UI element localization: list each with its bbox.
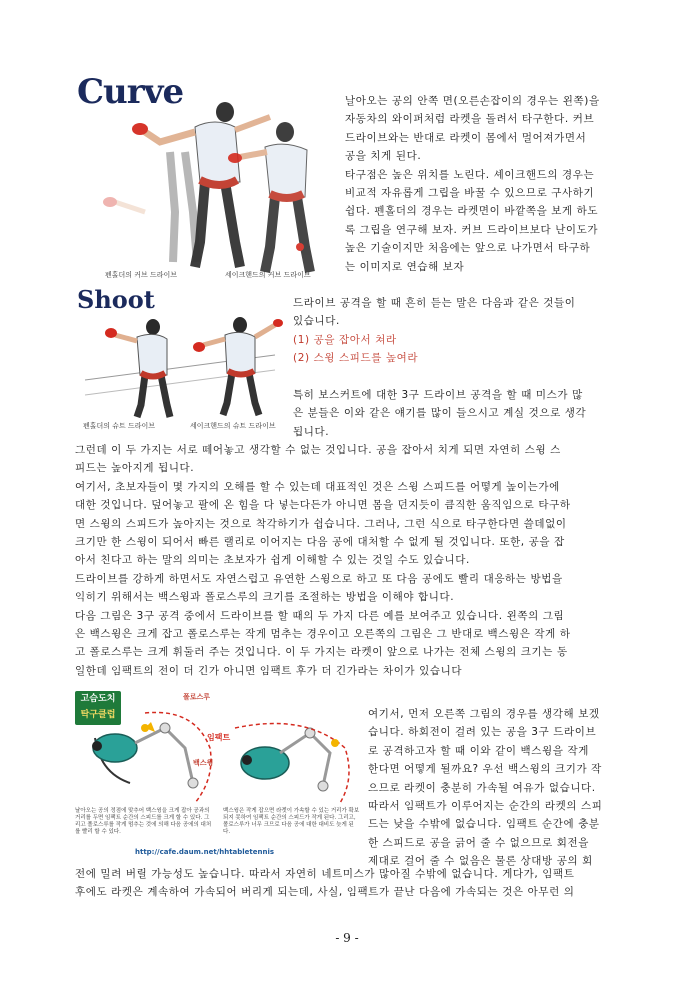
- text-line: 습니다. 하회전이 걸려 있는 공을 3구 드라이브: [368, 726, 597, 739]
- text-line: 제대로 걸어 줄 수 없음은 물론 상대방 공의 회: [368, 855, 593, 868]
- curve-title: Curve: [77, 72, 184, 112]
- text-line: 날아오는 공의 안쪽 면(오른손잡이의 경우는 왼쪽)을: [345, 95, 600, 107]
- text-line: 고 폴로스루는 크게 휘둘러 주는 것입니다. 이 두 가지는 라켓이 앞으로 나가는 전체 스윙의 크기는 동: [75, 646, 568, 659]
- label-impact: 임팩트: [207, 733, 231, 742]
- text-line: 후에도 라켓은 계속하여 가속되어 버리게 되는데, 사실, 임팩트가 끝난 다음에 가속되는 것은 아무런 의: [75, 886, 575, 899]
- text-line: 록 그립을 연구해 보자. 커브 드라이브보다 난이도가: [345, 223, 599, 236]
- text-line: 타구점은 높은 위치를 노린다. 셰이크핸드의 경우는: [345, 168, 595, 181]
- ghost-players: [103, 152, 197, 262]
- text-line: 아서 친다고 하는 말의 의미는 초보자가 쉽게 이해할 수 있는 것일 수도 있습니다.: [75, 554, 470, 567]
- shoot-after: [293, 386, 628, 441]
- shoot-title: Shoot: [77, 285, 155, 314]
- text-line: 로 공격하고자 할 때 이와 같이 백스윙을 작게: [368, 744, 589, 757]
- shakehand-shoot-player: [193, 317, 283, 415]
- text-line: 다음 그림은 3구 공격 중에서 드라이브를 할 때의 두 가지 다른 예를 보여주고 있습니다. 왼쪽의 그림: [75, 609, 565, 622]
- shoot-illustration: [75, 285, 285, 430]
- label-backswing: 백스윙: [193, 759, 214, 767]
- text-line: 대한 것입니다. 덮어놓고 팔에 온 힘을 다 넣는다든가 아니면 몸을 던지듯이 큼직한 움직임으로 타구하: [75, 499, 571, 512]
- text-line: 특히 보스커트에 대한 3구 드라이브 공격을 할 때 미스가 많: [293, 389, 583, 401]
- text-line: 드라이브를 강하게 하면서도 자연스럽고 유연한 스윙으로 하고 또 다음 공에도 빨리 대응하는 방법을: [75, 572, 563, 585]
- text-line: 높은 기술이지만 처음에는 앞으로 나가면서 타구하: [345, 242, 591, 255]
- swing-diagram: [75, 688, 362, 860]
- text-line: 면 스윙의 스피드가 높아지는 것으로 착각하기가 쉽습니다. 그러나, 그런 식으로 타구한다면 쓸데없이: [75, 517, 567, 530]
- text-line: 으므로 라켓이 충분히 가속될 여유가 없습니다.: [368, 781, 596, 794]
- text-line: 따라서 임팩트가 이루어지는 순간의 라켓의 스피: [368, 800, 603, 813]
- text-line: 여기서, 초보자들이 몇 가지의 오해를 할 수 있는데 대표적인 것은 스윙 스피드를 어떻게 높이는가에: [75, 480, 560, 493]
- text-line: 드라이브와는 반대로 라켓이 몸에서 멀어져가면서: [345, 131, 587, 144]
- diagram-side-paragraph: [368, 705, 628, 871]
- badge-line-1: 고슴도치: [80, 694, 116, 704]
- curve-caption-right: 세이크핸드의 커브 드라이브: [225, 271, 311, 279]
- shoot-intro: [293, 294, 628, 368]
- page-number: - 9 -: [335, 931, 359, 945]
- text-line: 그런데 이 두 가지는 서로 떼어놓고 생각할 수 없는 것입니다. 공을 잡아서 치게 되면 자연히 스윙 스: [75, 444, 561, 456]
- label-followthrough: 폴로스루: [183, 693, 211, 701]
- text-line: 쉽다. 펜홀더의 경우는 라켓면이 바깥쪽을 보게 하도: [345, 205, 599, 218]
- diagram-url: http://cafe.daum.net/hhtabletennis: [135, 848, 275, 856]
- shoot-caption-right: 세이크핸드의 슈트 드라이브: [190, 422, 276, 430]
- final-paragraph: [75, 865, 628, 902]
- text-line: 은 백스윙은 크게 잡고 폴로스루는 작게 멈추는 경우이고 오른쪽의 그림은 그 반대로 백스윙은 작게 하: [75, 628, 571, 641]
- text-line: 자동차의 와이퍼처럼 라켓을 돌려서 타구한다. 커브: [345, 113, 595, 126]
- text-line: 한다면 어떻게 될까요? 우선 백스윙의 크기가 작: [368, 763, 602, 776]
- diagram-caption-left: 날아오는 공의 정점에 맞추어 백스윙을 크게 잡아 공과의 거리를 두면 임팩트 순간의 스피드를 크게 할 수 있다. 그리고 폴로스루를 작게 멈추는 것에 의해 다음 공에의 대처를 빨리 할 수 있다.: [75, 808, 212, 835]
- text-line: 비교적 자유롭게 그립을 바꿀 수 있으므로 구사하기: [345, 187, 595, 200]
- text-line: 있습니다.: [293, 315, 340, 328]
- text-line: 여기서, 먼저 오른쪽 그림의 경우를 생각해 보겠: [368, 708, 600, 720]
- text-line: 됩니다.: [293, 425, 330, 438]
- text-line: 는 이미지로 연습해 보자: [345, 260, 465, 273]
- text-line: 드는 낮을 수밖에 없습니다. 임팩트 순간에 충분: [368, 818, 600, 831]
- advice-item-1: (1) 공을 잡아서 쳐라: [293, 333, 397, 346]
- body-paragraphs: [75, 441, 628, 680]
- text-line: 크기만 한 스윙이 되어서 빠른 랠리로 이어지는 다음 공에 대처할 수 없게 될 것입니다. 또한, 공을 잡: [75, 536, 565, 549]
- badge-line-2: 탁구클럽: [80, 710, 116, 720]
- advice-item-2: (2) 스윙 스피드를 높여라: [293, 352, 419, 365]
- curve-paragraph: [345, 92, 628, 276]
- text-line: 은 분들은 이와 같은 얘기를 많이 들으시고 계실 것으로 생각: [293, 407, 587, 420]
- text-line: 피드는 높아지게 됩니다.: [75, 462, 195, 475]
- right-swing: [235, 724, 349, 804]
- text-line: 전에 밀려 버릴 가능성도 높습니다. 따라서 자연히 네트미스가 많아질 수밖에 없습니다. 게다가, 임팩트: [75, 868, 575, 880]
- text-line: 드라이브 공격을 할 때 흔히 듣는 말은 다음과 같은 것들이: [293, 297, 576, 309]
- curve-illustration: [75, 72, 325, 280]
- text-line: 공을 치게 된다.: [345, 150, 422, 163]
- diagram-caption-right: 백스윙은 작게 잡으면 라켓이 가속할 수 있는 거리가 확보되지 못하여 임팩트 순간의 스피드가 작게 된다. 그리고, 폴로스루가 너무 크므로 다음 공에 대한 대비도 늦게 된다.: [223, 808, 360, 835]
- shoot-caption-left: 펜홀더의 슈트 드라이브: [83, 422, 156, 430]
- penholder-shoot-player: [105, 319, 170, 417]
- curve-caption-left: 펜홀더의 커브 드라이브: [105, 271, 178, 279]
- text-line: 일한데 임팩트의 전이 더 긴가 아니면 임팩트 후가 더 긴가라는 차이가 있습니다: [75, 664, 463, 677]
- penholder-player: [132, 102, 270, 267]
- text-line: 한 스피드로 공을 긁어 줄 수 없으므로 회전을: [368, 836, 589, 849]
- text-line: 익히기 위해서는 백스윙과 폴로스루의 크기를 조절하는 방법을 이해야 합니다.: [75, 591, 455, 604]
